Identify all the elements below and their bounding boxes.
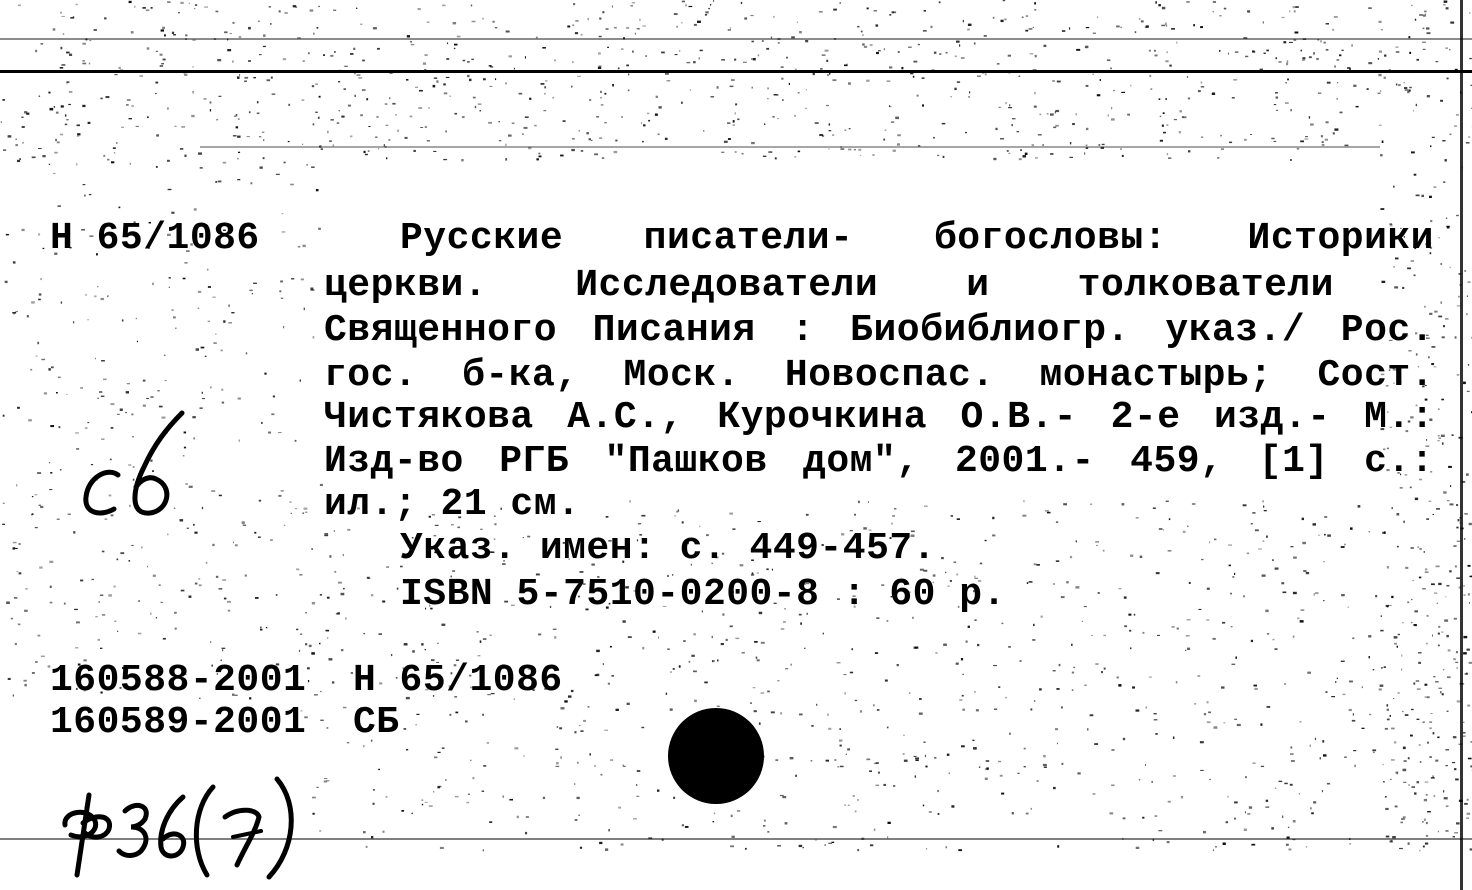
description-line: гос. б-ка, Моск. Новоспас. монастырь; Сост. <box>324 354 1434 397</box>
top-rule-dashed <box>0 38 1472 40</box>
handwritten-mark-sb <box>70 405 200 525</box>
right-edge-rule <box>1460 0 1463 890</box>
accession-number: 160589-2001 СБ <box>50 701 400 744</box>
description-line: Изд-во РГБ "Пашков дом", 2001.- 459, [1] с.: <box>324 440 1434 483</box>
description-line: ил.; 21 см. <box>324 483 581 526</box>
description-line: Русские писатели- богословы: Историки <box>400 217 1434 260</box>
accession-number: 160588-2001 Н 65/1086 <box>50 659 563 702</box>
description-line: Священного Писания : Биобиблиогр. указ./ Рос. <box>324 309 1434 352</box>
index-note: Указ. имен: с. 449-457. <box>400 527 936 570</box>
description-line: церкви. Исследователи и толкователи <box>324 264 1334 307</box>
upper-rule-faint <box>200 146 1380 148</box>
description-line: Чистякова А.С., Курочкина О.В.- 2-е изд.- М.: <box>324 396 1434 439</box>
top-rule <box>0 70 1472 73</box>
handwritten-mark-f36 <box>55 765 315 885</box>
punch-hole <box>668 708 764 804</box>
isbn-price: ISBN 5-7510-0200-8 : 60 р. <box>400 573 1006 616</box>
shelfmark: Н 65/1086 <box>50 217 260 260</box>
